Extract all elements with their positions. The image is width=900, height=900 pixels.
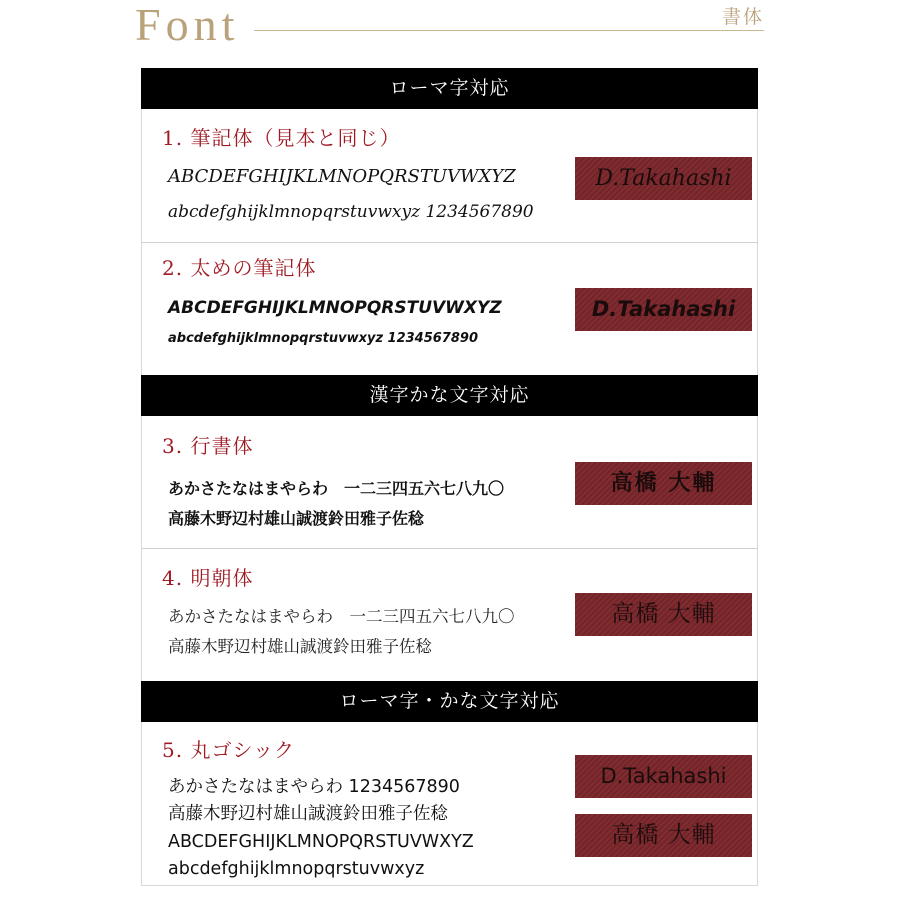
header-rule xyxy=(254,30,764,31)
sample-kana-numerals: あかさたなはまやらわ 一二三四五六七八九〇 xyxy=(168,479,505,498)
sample-uppercase: ABCDEFGHIJKLMNOPQRSTUVWXYZ xyxy=(168,166,516,187)
sample-nameplate: D.Takahashi xyxy=(575,157,752,200)
section-divider xyxy=(141,548,758,549)
page-subtitle: 書体 xyxy=(721,6,764,28)
sample-uppercase: ABCDEFGHIJKLMNOPQRSTUVWXYZ xyxy=(168,298,502,318)
sample-nameplate: 高橋 大輔 xyxy=(575,462,752,505)
sample-nameplate: D.Takahashi xyxy=(575,288,752,331)
sample-uppercase: ABCDEFGHIJKLMNOPQRSTUVWXYZ xyxy=(168,832,474,852)
page-title: Font xyxy=(135,0,240,50)
sample-kanji: 高藤木野辺村雄山誠渡鈴田雅子佐稔 xyxy=(168,637,432,656)
sample-kanji: 高藤木野辺村雄山誠渡鈴田雅子佐稔 xyxy=(168,804,448,824)
category-bar-mixed: ローマ字・かな文字対応 xyxy=(141,681,758,722)
sample-lowercase: abcdefghijklmnopqrstuvwxyz 1234567890 xyxy=(168,202,534,222)
section-title: 4. 明朝体 xyxy=(162,566,254,590)
sample-kana-numerals: あかさたなはまやらわ 1234567890 xyxy=(168,777,460,797)
sample-nameplate-kanji: 高橋 大輔 xyxy=(575,814,752,857)
sample-nameplate: 高橋 大輔 xyxy=(575,593,752,636)
sample-kanji: 高藤木野辺村雄山誠渡鈴田雅子佐稔 xyxy=(168,509,425,528)
sample-lowercase: abcdefghijklmnopqrstuvwxyz xyxy=(168,859,425,879)
sample-lowercase: abcdefghijklmnopqrstuvwxyz 1234567890 xyxy=(168,331,478,346)
section-title: 5. 丸ゴシック xyxy=(162,738,296,762)
section-title: 3. 行書体 xyxy=(162,434,254,458)
sample-nameplate-roman: D.Takahashi xyxy=(575,755,752,798)
section-title: 1. 筆記体（見本と同じ） xyxy=(162,126,401,150)
section-divider xyxy=(141,242,758,243)
sample-kana-numerals: あかさたなはまやらわ 一二三四五六七八九〇 xyxy=(168,607,515,626)
category-bar-kanji: 漢字かな文字対応 xyxy=(141,375,758,416)
category-bar-roman: ローマ字対応 xyxy=(141,68,758,109)
section-title: 2. 太めの筆記体 xyxy=(162,256,317,280)
